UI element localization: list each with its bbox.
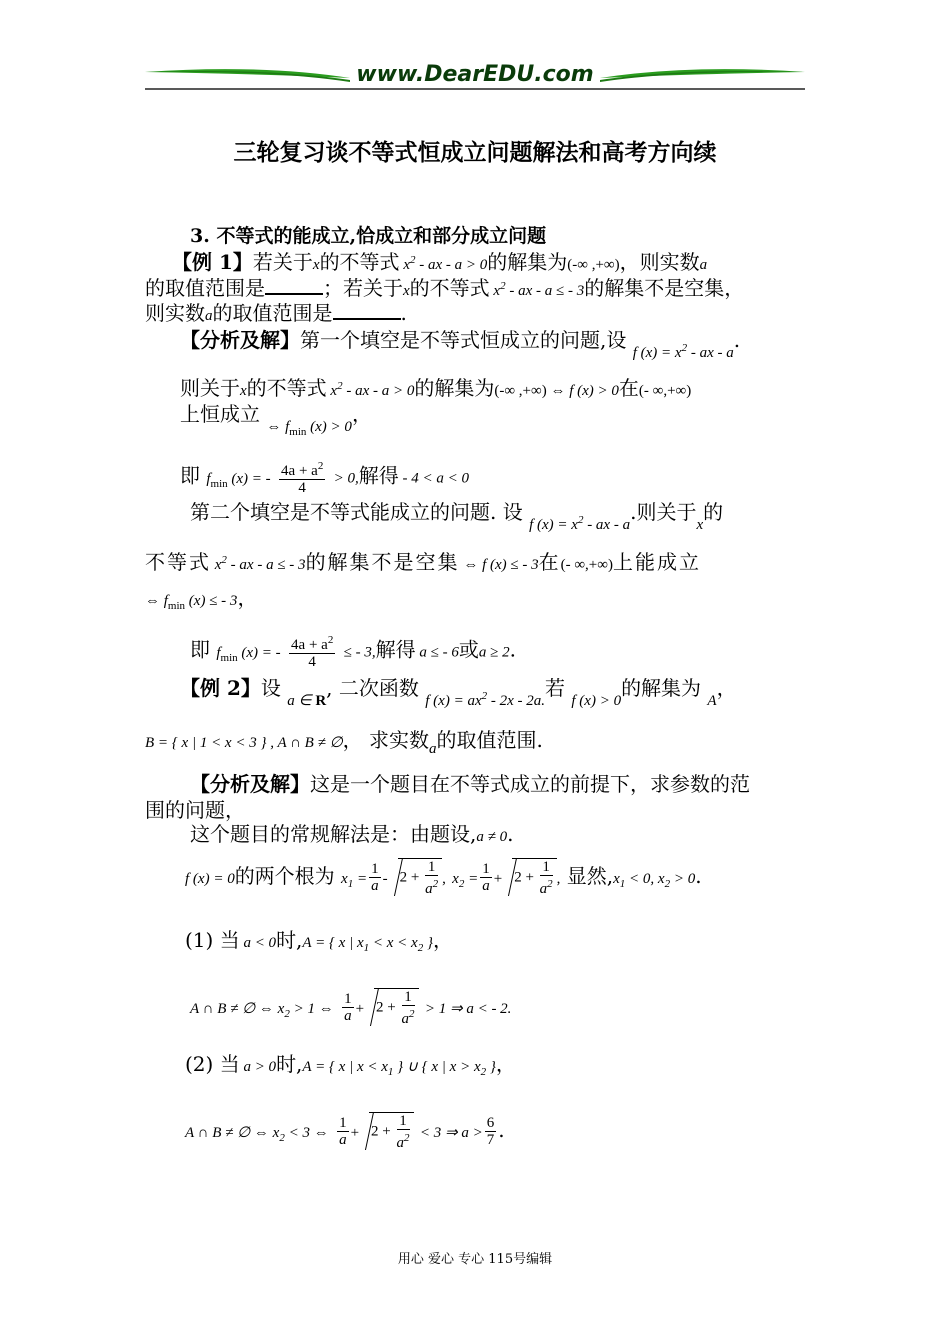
text: 上能成立 bbox=[612, 550, 701, 574]
analysis1-line1: 【分析及解】第一个填空是不等式恒成立的问题,设 $_{f (x) = x^2 - ax - a}$. bbox=[180, 328, 741, 361]
text: 则实数 bbox=[145, 301, 205, 325]
text: 若关于 bbox=[252, 250, 313, 274]
text: 的解集不是空集 bbox=[305, 550, 460, 574]
text: 第一个填空是不等式恒成立的问题,设 bbox=[300, 328, 627, 352]
analysis1-line3: 上恒成立 $_{\Leftrightarrow f_{min} (x) > 0}$， bbox=[180, 402, 372, 438]
case1-result: A ∩ B ≠ ∅ ⇔ $x_2 > 1$ ⇔ $\frac{1}{a}$ + 2 + $\frac{1}{a^2}$ > 1 ⇒ a < - 2. bbox=[190, 989, 512, 1027]
text: 则关于 bbox=[180, 376, 240, 400]
text: 的解集为 bbox=[621, 676, 702, 700]
text: 这是一个题目在不等式成立的前提下，求参数的范 bbox=[310, 772, 750, 796]
text: 的 bbox=[703, 500, 724, 524]
analysis2-line4: f (x) = 0的两个根为 $x_1$ = $\frac{1}{a}$ - 2 + $\frac{1}{a^2}$ , $x_2$ = $\frac{1}{a}$ + 2 + $\frac{1}{a^2}$ , 显然$,x_1 < 0$, $x_2 > 0$. bbox=[185, 859, 702, 897]
text: 即 bbox=[190, 637, 210, 662]
example1-line1: 【例 1】若关于x的不等式 $x^2$ - ax - a > 0的解集为(-∞ ,+∞)，则实数a bbox=[172, 250, 708, 274]
text: 解得 bbox=[375, 637, 416, 662]
header-logo-text: www.DearEDU.com bbox=[356, 62, 594, 87]
text: 即 bbox=[180, 463, 200, 488]
text: 解得 bbox=[358, 463, 399, 488]
analysis2-line1 bbox=[190, 772, 750, 796]
answer-blank-2[interactable] bbox=[333, 300, 401, 320]
case2-result: A ∩ B ≠ ∅ ⇔ $x_2 < 3$ ⇔ $\frac{1}{a}$ + 2 + $\frac{1}{a^2}$ < 3 ⇒ a > $\frac{6}{7}$ . bbox=[185, 1113, 505, 1151]
text: 显然, bbox=[566, 864, 614, 888]
text: (1) 当 bbox=[185, 928, 240, 952]
text: 若 bbox=[545, 676, 566, 700]
text: 时, bbox=[276, 928, 303, 952]
section-heading: 3. 不等式的能成立,恰成立和部分成立问题 bbox=[190, 225, 547, 247]
text: 的取值范围是 bbox=[212, 301, 333, 325]
text: 求实数 bbox=[369, 728, 429, 752]
page-footer: 用心 爱心 专心 115号编辑 bbox=[397, 1252, 553, 1267]
example2-label: 【例 2】 bbox=[180, 676, 261, 700]
example1-line2: 的取值范围是 ；若关于x的不等式 $x^2$ - ax - a ≤ - 3的解集不是空集， bbox=[145, 276, 745, 300]
analysis2-label: 【分析及解】 bbox=[190, 772, 310, 796]
text: (2) 当 bbox=[185, 1052, 240, 1076]
analysis1-line2: 则关于x的不等式 $x^2$ - ax - a > 0的解集为(-∞ ,+∞) ⇔ f (x) > 0在(- ∞,+∞) bbox=[180, 376, 692, 400]
text: 的取值范围. bbox=[436, 728, 543, 752]
text: , 二次函数 bbox=[326, 676, 419, 700]
text: 在 bbox=[538, 550, 561, 574]
text: ；若关于 bbox=[323, 276, 403, 300]
analysis1-line7: ⇔ $f_{min}$ (x) ≤ - 3， bbox=[145, 586, 258, 612]
text: ，则实数 bbox=[619, 250, 700, 274]
text: 设 bbox=[260, 676, 281, 700]
text: 的取值范围是 bbox=[145, 276, 265, 300]
text: 的不等式 bbox=[409, 276, 490, 300]
text: .则关于 bbox=[630, 500, 697, 524]
example1-label: 【例 1】 bbox=[172, 250, 253, 274]
example1-line3: 则实数a的取值范围是 . bbox=[145, 301, 407, 325]
analysis1-line6: 不等式 $x^2$ - ax - a ≤ - 3的解集不是空集 ⇔ f (x) ≤ - 3在(- ∞,+∞)上能成立 bbox=[145, 550, 701, 574]
answer-blank-1[interactable] bbox=[265, 275, 323, 295]
page-title: 三轮复习谈不等式恒成立问题解法和高考方向续 bbox=[233, 139, 717, 166]
case2-line: (2) 当 a > 0时,A = { x | $x < x_1$ } ∪ { x | $x > x_2$ }， bbox=[185, 1052, 516, 1078]
analysis1-label: 【分析及解】 bbox=[180, 328, 300, 352]
text: 时, bbox=[276, 1052, 303, 1076]
text: 的解集为 bbox=[414, 376, 495, 400]
text: 上恒成立 bbox=[180, 402, 260, 426]
analysis2-line2: 围的问题， bbox=[145, 798, 245, 822]
analysis1-line8: 即 $f_{min}$ (x) = - $\frac{4a + a^2}{4}$ ≤ - 3,解得 a ≤ - 6或a ≥ 2. bbox=[190, 634, 516, 670]
text: 的两个根为 bbox=[234, 864, 335, 888]
case1-line: (1) 当 a < 0时,A = { x | $x_1 < x < x_2$ }， bbox=[185, 928, 453, 954]
text: . bbox=[400, 301, 407, 325]
text: 的不等式 bbox=[319, 250, 400, 274]
text: 或 bbox=[458, 637, 479, 662]
analysis2-line3: 这个题目的常规解法是：由题设,a ≠ 0. bbox=[190, 822, 514, 846]
analysis1-line4: 即 $f_{min}$ (x) = - $\frac{4a + a^2}{4}$ > 0,解得 - 4 < a < 0 bbox=[180, 460, 470, 496]
text: 第二个填空是不等式能成立的问题. 设 bbox=[190, 500, 523, 524]
example2-line2: B = { x | 1 < x < 3 } , A ∩ B ≠ ∅， 求实数$_a$的取值范围. bbox=[145, 728, 543, 757]
text: 的解集不是空集， bbox=[584, 276, 745, 300]
analysis1-line5: 第二个填空是不等式能成立的问题. 设 $_{f (x) = x^2 - ax - a}$.则关于$_x$的 bbox=[190, 500, 724, 533]
text: 这个题目的常规解法是：由题设, bbox=[190, 822, 477, 846]
text: 的不等式 bbox=[246, 376, 327, 400]
text: 的解集为 bbox=[487, 250, 568, 274]
text: 不等式 bbox=[145, 550, 211, 574]
text: 在 bbox=[618, 376, 639, 400]
example2-line1: 【例 2】设 $_{a \in R}$, 二次函数 $_{f (x) = ax^2 - 2x - 2a.}$若 $_{f (x) > 0}$的解集为 $_A$， bbox=[180, 676, 737, 709]
